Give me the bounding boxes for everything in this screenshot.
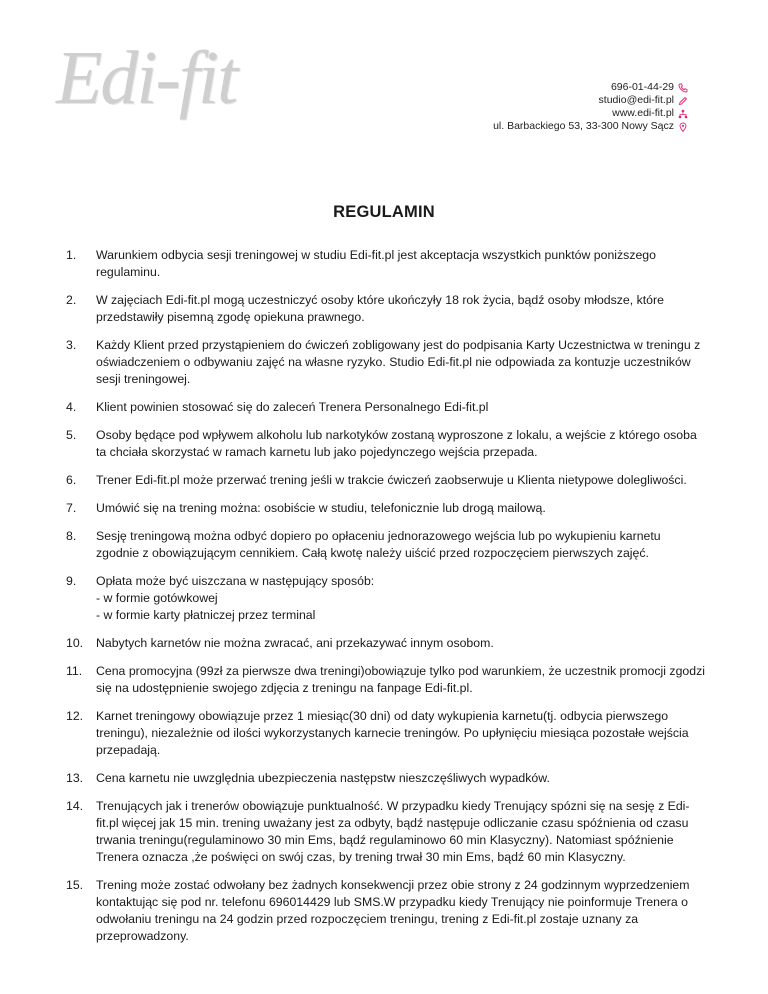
contact-website-text: www.edi-fit.pl — [612, 107, 674, 119]
rule-text: Osoby będące pod wpływem alkoholu lub narkotyków zostaną wyproszone z lokalu, a wejście z którego osoba ta chciała skorzystać w ramach karnetu lub jako pojedynczego wejścia przepada. — [96, 428, 697, 459]
rule-number: 12. — [66, 709, 84, 723]
rule-number: 1. — [66, 248, 77, 262]
contact-address-text: ul. Barbackiego 53, 33-300 Nowy Sącz — [493, 120, 674, 132]
rule-text: Każdy Klient przed przystąpieniem do ćwiczeń zobligowany jest do podpisania Karty Uczestnictwa w treningu z oświadczeniem o odbywaniu zajęć na własne ryzyko. Studio Edi-fit.pl nie odpowiada za kontuzje uczestników sesji treningowej. — [96, 338, 701, 386]
rule-item — [66, 500, 706, 517]
rule-item — [66, 573, 706, 624]
rule-text: Nabytych karnetów nie można zwracać, ani przekazywać innym osobom. — [96, 636, 494, 650]
page-title: REGULAMIN — [333, 203, 435, 221]
rule-text: W zajęciach Edi-fit.pl mogą uczestniczyć osoby które ukończyły 18 rok życia, bądź osoby młodsze, które przedstawiły pisemną zgodę opiekuna prawnego. — [96, 293, 664, 324]
rule-item — [66, 708, 706, 759]
rule-text: Sesję treningową można odbyć dopiero po opłaceniu jednorazowego wejścia lub po wykupieniu karnetu zgodnie z obowiązującym cennikiem. Całą kwotę należy uiścić przed rozpoczęciem pierwszych zajęć. — [96, 529, 661, 560]
rule-text: Warunkiem odbycia sesji treningowej w studiu Edi-fit.pl jest akceptacja wszystkich punktów poniższego regulaminu. — [96, 248, 656, 279]
rule-number: 9. — [66, 574, 77, 588]
rule-item — [66, 337, 706, 388]
rule-text: Trener Edi-fit.pl może przerwać trening jeśli w trakcie ćwiczeń zaobserwuje u Klienta nietypowe dolegliwości. — [96, 473, 687, 487]
edi-fit-logo: Edi-fit — [56, 36, 237, 120]
rule-text: Trening może zostać odwołany bez żadnych konsekwencji przez obie strony z 24 godzinnym wyprzedzeniem kontaktując się pod nr. telefonu 696014429 lub SMS.W przypadku kiedy Trenujący nie poinformuje Trenera o odwołaniu treningu na 24 godzin przed rozpoczęciem treningu, trening z Edi-fit.pl zostaje uznany za przeprowadzony. — [96, 878, 690, 943]
rule-number: 2. — [66, 293, 77, 307]
rule-number: 8. — [66, 529, 77, 543]
contact-block — [493, 81, 688, 133]
rule-item — [66, 798, 706, 866]
rule-number: 11. — [66, 664, 83, 678]
rule-number: 6. — [66, 473, 77, 487]
contact-phone-text: 696-01-44-29 — [610, 81, 674, 93]
rule-item — [66, 472, 706, 489]
rule-text: Karnet treningowy obowiązuje przez 1 miesiąc(30 dni) od daty wykupienia karnetu(tj. odbycia pierwszego treningu), niezależnie od ilości wykorzystanych karnecie treningów. Po upłynięciu miesiąca pozostałe wejścia przepadają. — [96, 709, 689, 757]
rule-item — [66, 292, 706, 326]
rule-text: Umówić się na trening można: osobiście w studiu, telefonicznie lub drogą mailową. — [96, 501, 546, 515]
contact-address — [493, 120, 688, 133]
rule-text: Cena karnetu nie uwzględnia ubezpieczenia następstw nieszczęśliwych wypadków. — [96, 771, 550, 785]
rule-number: 14. — [66, 799, 84, 813]
rule-item — [66, 399, 706, 416]
rule-text: Opłata może być uiszczana w następujący sposób: - w formie gotówkowej - w formie karty płatniczej przez terminal — [96, 574, 375, 622]
contact-website — [493, 107, 688, 120]
rule-text: Cena promocyjna (99zł za pierwsze dwa treningi)obowiązuje tylko pod warunkiem, że uczestnik promocji zgodzi się na udostępnienie swojego zdjęcia z treningu na fanpage Edi-fit.pl. — [96, 664, 705, 695]
rule-text: Trenujących jak i trenerów obowiązuje punktualność. W przypadku kiedy Trenujący spózni się na sesję z Edi-fit.pl więcej jak 15 min. trening uważany jest za odbyty, bądź następuje odliczanie czasu spóźnienia od czasu trwania treningu(regulaminowo 30 min Ems, bądź regulaminowo 60 min Klasyczny). Natomiast spóźnienie Trenera oznacza ,że poświęci on swój czas, by trening trwał 30 min Ems, bądź 60 min Klasyczny. — [96, 799, 690, 864]
rule-item — [66, 528, 706, 562]
rule-item — [66, 247, 706, 281]
phone-icon — [678, 83, 688, 93]
rule-item — [66, 635, 706, 652]
contact-email-text: studio@edi-fit.pl — [598, 94, 674, 106]
contact-email — [493, 94, 688, 107]
network-icon — [678, 109, 688, 119]
rule-number: 5. — [66, 428, 77, 442]
rule-item — [66, 770, 706, 787]
contact-phone — [493, 81, 688, 94]
rule-item — [66, 877, 706, 945]
pen-icon — [678, 96, 688, 106]
rule-number: 13. — [66, 771, 84, 785]
rules-list — [66, 247, 706, 956]
rule-item — [66, 427, 706, 461]
rule-number: 10. — [66, 636, 84, 650]
rule-number: 4. — [66, 400, 77, 414]
rule-text: Klient powinien stosować się do zaleceń Trenera Personalnego Edi-fit.pl — [96, 400, 489, 414]
rule-number: 7. — [66, 501, 77, 515]
rule-number: 3. — [66, 338, 77, 352]
rule-item — [66, 663, 706, 697]
rule-number: 15. — [66, 878, 84, 892]
map-pin-icon — [678, 122, 688, 132]
